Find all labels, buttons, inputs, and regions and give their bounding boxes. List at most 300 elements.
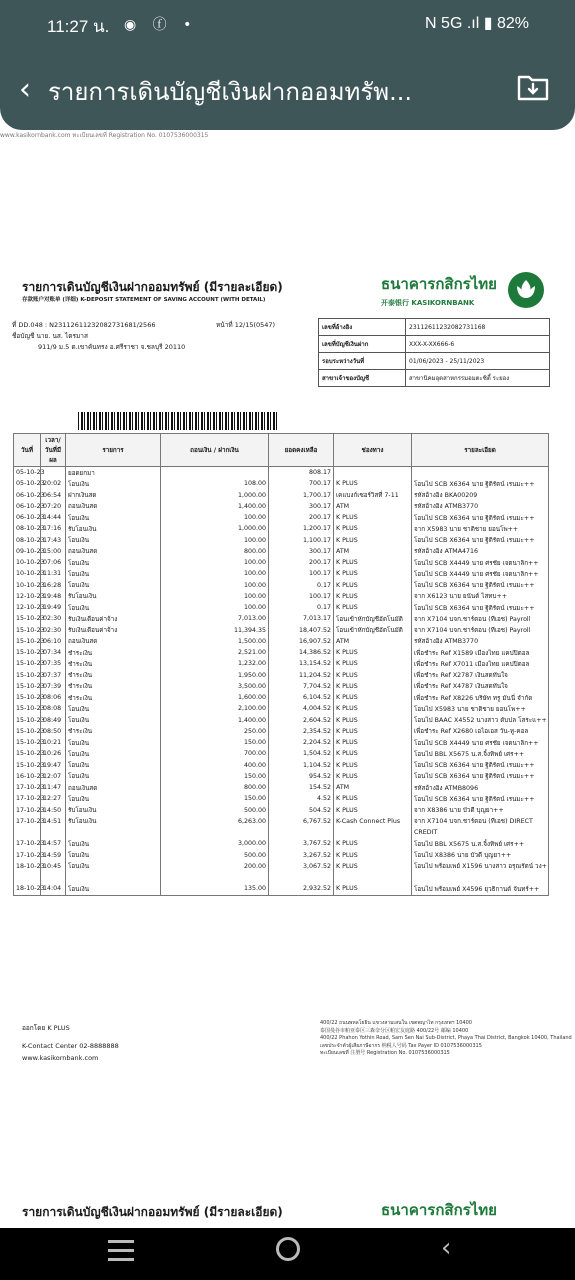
cell-date: 15-10-23 bbox=[14, 613, 41, 624]
cell-description bbox=[66, 872, 161, 883]
cell-amount: 1,400.00 bbox=[161, 501, 269, 512]
cell-channel: K PLUS bbox=[334, 793, 412, 804]
info-value: XXX-X-XX666-6 bbox=[406, 336, 550, 353]
cell-balance: 0.17 bbox=[269, 580, 334, 591]
cell-channel: K PLUS bbox=[334, 580, 412, 591]
cell-description: ถอนเงินสด bbox=[66, 636, 161, 647]
cell-time: 02:30 bbox=[41, 613, 66, 624]
cell-description: โอนเงิน bbox=[66, 771, 161, 782]
cell-details: โอนไป SCB X4449 นาย ศรชัย เจตนาลิก++ bbox=[412, 557, 549, 568]
info-label: เลขที่อ้างอิง bbox=[319, 319, 406, 336]
table-row bbox=[14, 793, 549, 804]
cell-channel bbox=[334, 827, 412, 838]
cell-amount: 100.00 bbox=[161, 602, 269, 613]
cell-channel bbox=[334, 467, 412, 479]
cell-amount: 700.00 bbox=[161, 748, 269, 759]
cell-details: รหัสอ้างอิง ATMA4716 bbox=[412, 546, 549, 557]
cell-balance: 3,767.52 bbox=[269, 838, 334, 849]
bank-brand bbox=[381, 272, 497, 308]
cell-time: 02:30 bbox=[41, 625, 66, 636]
cell-date: 05-10-23 bbox=[14, 478, 41, 489]
cell-details: โอนไป พร้อมเพย์ X1596 นางสาว อรุณรัตน์ วง+ bbox=[412, 861, 549, 872]
cell-details: โอนไป BBL X5675 น.ส.จิ้งทิพย์ เศร++ bbox=[412, 838, 549, 849]
cell-description: รับโอนเงิน bbox=[66, 805, 161, 816]
cell-time: 07:06 bbox=[41, 557, 66, 568]
table-row bbox=[14, 726, 549, 737]
cell-balance: 3,067.52 bbox=[269, 861, 334, 872]
cell-date: 06-10-23 bbox=[14, 501, 41, 512]
cell-description: โอนเงิน bbox=[66, 883, 161, 895]
cell-date: 05-10-23 bbox=[14, 467, 41, 479]
cell-description: โอนเงิน bbox=[66, 535, 161, 546]
cell-time bbox=[41, 827, 66, 838]
statement-title: รายการเดินบัญชีเงินฝากออมทรัพย์ (มีรายละเอียด) bbox=[22, 280, 283, 294]
cell-amount: 6,263.00 bbox=[161, 816, 269, 827]
cell-balance bbox=[269, 827, 334, 838]
cell-channel: K PLUS bbox=[334, 478, 412, 489]
back-icon[interactable]: ‹ bbox=[19, 72, 31, 107]
col-description-header: รายการ bbox=[66, 434, 161, 467]
cell-balance: 154.52 bbox=[269, 782, 334, 793]
cell-date: 10-10-23 bbox=[14, 580, 41, 591]
cell-description: รับโอนเงิน bbox=[66, 816, 161, 827]
cell-date: 17-10-23 bbox=[14, 816, 41, 827]
cell-description: โอนเงิน bbox=[66, 557, 161, 568]
cell-channel: K PLUS bbox=[334, 703, 412, 714]
recent-apps-icon[interactable] bbox=[108, 1240, 134, 1262]
cell-channel: เคแบงก์เซอร์วิสที่ 7-11 bbox=[334, 490, 412, 501]
cell-date: 15-10-23 bbox=[14, 658, 41, 669]
cell-details: โอนไป SCB X4449 นาย ศรชัย เจตนาลิก++ bbox=[412, 737, 549, 748]
status-indicators: N 5G .ıl ▮ 82% bbox=[425, 15, 529, 32]
col-amount-header: ถอนเงิน / ฝากเงิน bbox=[161, 434, 269, 467]
cell-details: จาก X7104 บจก.ชาร์ตอน (ทีเอช) DIRECT bbox=[412, 816, 549, 827]
cell-description: ถอนเงินสด bbox=[66, 782, 161, 793]
cell-date: 16-10-23 bbox=[14, 771, 41, 782]
cell-date bbox=[14, 872, 41, 883]
cell-channel: K PLUS bbox=[334, 681, 412, 692]
brand-thai-name: ธนาคารกสิกรไทย bbox=[381, 275, 497, 293]
cell-time: 20:02 bbox=[41, 478, 66, 489]
cell-date: 17-10-23 bbox=[14, 850, 41, 861]
cell-time: 11:31 bbox=[41, 568, 66, 579]
account-holder-info bbox=[12, 320, 185, 353]
cell-details: จาก X7104 บจก.ชาร์ตอน (ทีเอช) Payroll bbox=[412, 613, 549, 624]
cell-description: รับเงินเดือนค่าจ้าง bbox=[66, 625, 161, 636]
cell-balance: 2,604.52 bbox=[269, 715, 334, 726]
cell-time: 14:44 bbox=[41, 512, 66, 523]
cell-amount: 7,013.00 bbox=[161, 613, 269, 624]
cell-details bbox=[412, 872, 549, 883]
statement-subtitle: 存款账户对账单 (详细) K-DEPOSIT STATEMENT OF SAVING ACCOUNT (WITH DETAIL) bbox=[22, 297, 266, 303]
info-value: 01/06/2023 - 25/11/2023 bbox=[406, 353, 550, 370]
cell-details: โอนไป X8386 นาย บัวดี บุญยา++ bbox=[412, 850, 549, 861]
cell-date: 15-10-23 bbox=[14, 760, 41, 771]
cell-details: จาก X5983 นาย ชาติชาย ยอนโพ++ bbox=[412, 523, 549, 534]
cell-balance: 16,907.52 bbox=[269, 636, 334, 647]
table-row bbox=[14, 883, 549, 895]
cell-amount: 100.00 bbox=[161, 557, 269, 568]
info-row bbox=[319, 370, 550, 387]
info-value: สาขานิคมอุตสาหกรรมอมตะซิตี้ ระยอง bbox=[406, 370, 550, 387]
table-row bbox=[14, 580, 549, 591]
address-english: 400/22 Phahon Yothin Road, Sam Sen Nai Sub-District, Phaya Thai District, Bangkok 10400, Thailand bbox=[320, 1035, 572, 1041]
cell-balance: 7,704.52 bbox=[269, 681, 334, 692]
cell-time: 19:47 bbox=[41, 760, 66, 771]
cell-time: 14:59 bbox=[41, 850, 66, 861]
table-row bbox=[14, 681, 549, 692]
info-row bbox=[319, 319, 550, 336]
cell-amount: 400.00 bbox=[161, 760, 269, 771]
cell-amount: 1,232.00 bbox=[161, 658, 269, 669]
cell-details: เพื่อชำระ Ref X4787 เงินสดทันใจ bbox=[412, 681, 549, 692]
table-row bbox=[14, 838, 549, 849]
cell-time: 08:49 bbox=[41, 715, 66, 726]
next-page-title: รายการเดินบัญชีเงินฝากออมทรัพย์ (มีรายละเอียด) bbox=[22, 1205, 283, 1219]
cell-details: โอนไป SCB X6364 นาย ฐิติรัตน์ เรนมะ++ bbox=[412, 512, 549, 523]
info-row bbox=[319, 336, 550, 353]
cell-date bbox=[14, 827, 41, 838]
cell-description: โอนเงิน bbox=[66, 793, 161, 804]
cell-details: รหัสอ้างอิง ATMB3770 bbox=[412, 501, 549, 512]
next-page-brand: ธนาคารกสิกรไทย bbox=[381, 1201, 497, 1219]
cell-details: รหัสอ้างอิง ATMB8096 bbox=[412, 782, 549, 793]
cell-channel: ATM bbox=[334, 636, 412, 647]
cell-description: โอนเงิน bbox=[66, 850, 161, 861]
table-row bbox=[14, 501, 549, 512]
cell-date: 15-10-23 bbox=[14, 681, 41, 692]
cell-channel: K PLUS bbox=[334, 861, 412, 872]
cell-amount: 1,950.00 bbox=[161, 670, 269, 681]
cell-channel: K PLUS bbox=[334, 771, 412, 782]
cell-details: โอนไป พร้อมเพย์ X4596 ยุวธิกานต์ จันทร์++ bbox=[412, 883, 549, 895]
cell-amount: 150.00 bbox=[161, 793, 269, 804]
cell-date: 15-10-23 bbox=[14, 715, 41, 726]
cell-amount: 800.00 bbox=[161, 546, 269, 557]
cell-balance: 1,100.17 bbox=[269, 535, 334, 546]
cell-balance bbox=[269, 872, 334, 883]
cell-description: โอนเงิน bbox=[66, 737, 161, 748]
cell-description: โอนเงิน bbox=[66, 568, 161, 579]
cell-date: 18-10-23 bbox=[14, 883, 41, 895]
cell-description: ถอนเงินสด bbox=[66, 501, 161, 512]
cell-time: 10:26 bbox=[41, 748, 66, 759]
col-channel-header: ช่องทาง bbox=[334, 434, 412, 467]
cell-balance: 1,200.17 bbox=[269, 523, 334, 534]
cell-description: โอนเงิน bbox=[66, 861, 161, 872]
footer-address bbox=[320, 1020, 572, 1058]
cell-details: เพื่อชำระ Ref X2787 เงินสดทันใจ bbox=[412, 670, 549, 681]
cell-details: โอนไป SCB X4449 นาย ศรชัย เจตนาลิก++ bbox=[412, 568, 549, 579]
cell-channel: K PLUS bbox=[334, 670, 412, 681]
cell-amount: 1,400.00 bbox=[161, 715, 269, 726]
cell-balance: 7,013.17 bbox=[269, 613, 334, 624]
bank-website: www.kasikornbank.com bbox=[22, 1054, 99, 1062]
cell-description: ชำระเงิน bbox=[66, 647, 161, 658]
address-chinese: 泰国曼谷市帕亚泰区三森奈分区帕宏友庭路 400/22号 邮编 10400 bbox=[320, 1027, 469, 1034]
cell-description: ถอนเงินสด bbox=[66, 546, 161, 557]
cell-date: 17-10-23 bbox=[14, 805, 41, 816]
cell-details: เพื่อชำระ Ref X1589 เมืองไทย แคปปิตอล bbox=[412, 647, 549, 658]
cell-description: ชำระเงิน bbox=[66, 692, 161, 703]
cell-details: โอนไป SCB X6364 นาย ฐิติรัตน์ เรนมะ++ bbox=[412, 478, 549, 489]
table-row bbox=[14, 692, 549, 703]
table-row bbox=[14, 523, 549, 534]
cell-amount: 1,600.00 bbox=[161, 692, 269, 703]
cell-details: โอนไป SCB X6364 นาย ฐิติรัตน์ เรนมะ++ bbox=[412, 760, 549, 771]
cell-channel: K PLUS bbox=[334, 726, 412, 737]
cell-channel: K PLUS bbox=[334, 760, 412, 771]
cell-time: 15:00 bbox=[41, 546, 66, 557]
cell-channel: K PLUS bbox=[334, 748, 412, 759]
cell-amount bbox=[161, 467, 269, 479]
cell-details: จาก X8386 นาย บัวดี บุญยา++ bbox=[412, 805, 549, 816]
cell-amount: 150.00 bbox=[161, 771, 269, 782]
info-label: สาขาเจ้าของบัญชี bbox=[319, 370, 406, 387]
status-time: 11:27 น. bbox=[47, 17, 110, 36]
cell-balance: 1,104.52 bbox=[269, 760, 334, 771]
cell-date: 17-10-23 bbox=[14, 782, 41, 793]
cell-balance: 6,767.52 bbox=[269, 816, 334, 827]
cell-details: โอนไป SCB X6364 นาย ฐิติรัตน์ เรนมะ++ bbox=[412, 535, 549, 546]
cell-time: 07:37 bbox=[41, 670, 66, 681]
cell-date: 08-10-23 bbox=[14, 535, 41, 546]
cell-time bbox=[41, 872, 66, 883]
reference-line: ที่ DD.048 : N23112611232082731681/2566 bbox=[12, 321, 156, 329]
cell-description: รับโอนเงิน bbox=[66, 591, 161, 602]
cell-channel: K PLUS bbox=[334, 602, 412, 613]
cell-date: 15-10-23 bbox=[14, 726, 41, 737]
registration-no: ทะเบียนเลขที่ 注册号 Registration No. 0107536000315 bbox=[320, 1050, 450, 1056]
cell-details: จาก X6123 นาย ยนันต์ ไสทบ++ bbox=[412, 591, 549, 602]
cell-balance: 954.52 bbox=[269, 771, 334, 782]
cell-channel: K PLUS bbox=[334, 535, 412, 546]
cell-date: 12-10-23 bbox=[14, 591, 41, 602]
cell-amount: 135.00 bbox=[161, 883, 269, 895]
cell-channel: K PLUS bbox=[334, 591, 412, 602]
table-row bbox=[14, 816, 549, 827]
cell-balance: 100.17 bbox=[269, 591, 334, 602]
table-row bbox=[14, 861, 549, 872]
cell-channel: K PLUS bbox=[334, 838, 412, 849]
cell-channel: ATM bbox=[334, 501, 412, 512]
cell-description: โอนเงิน bbox=[66, 703, 161, 714]
cell-channel: K PLUS bbox=[334, 647, 412, 658]
cell-amount: 1,000.00 bbox=[161, 523, 269, 534]
page-number: หน้าที่ 12/15(0547) bbox=[216, 321, 276, 329]
cell-channel bbox=[334, 872, 412, 883]
cell-channel: โอนเข้าหักบัญชีอัตโนมัติ bbox=[334, 613, 412, 624]
cell-balance: 3,267.52 bbox=[269, 850, 334, 861]
table-row bbox=[14, 827, 549, 838]
table-row bbox=[14, 872, 549, 883]
cell-balance: 504.52 bbox=[269, 805, 334, 816]
cell-amount: 11,394.35 bbox=[161, 625, 269, 636]
cell-balance: 11,204.52 bbox=[269, 670, 334, 681]
col-time-header: เวลา/ วันที่มีผล bbox=[41, 434, 66, 467]
cell-balance: 2,354.52 bbox=[269, 726, 334, 737]
cell-time: 17:16 bbox=[41, 523, 66, 534]
table-row bbox=[14, 602, 549, 613]
cell-channel: K PLUS bbox=[334, 805, 412, 816]
footer-issuer bbox=[22, 1022, 119, 1064]
cell-amount: 100.00 bbox=[161, 535, 269, 546]
cell-channel: K-Cash Connect Plus bbox=[334, 816, 412, 827]
cell-date: 15-10-23 bbox=[14, 647, 41, 658]
table-row bbox=[14, 546, 549, 557]
table-row bbox=[14, 703, 549, 714]
cell-amount: 2,521.00 bbox=[161, 647, 269, 658]
table-row bbox=[14, 467, 549, 479]
cell-description: ฝากเงินสด bbox=[66, 490, 161, 501]
barcode bbox=[78, 412, 278, 430]
cell-channel: ATM bbox=[334, 546, 412, 557]
cell-amount: 500.00 bbox=[161, 805, 269, 816]
brand-english-name: 开泰银行 KASIKORNBANK bbox=[381, 299, 475, 307]
cell-date: 17-10-23 bbox=[14, 838, 41, 849]
cell-balance: 0.17 bbox=[269, 602, 334, 613]
table-row bbox=[14, 512, 549, 523]
cell-channel: K PLUS bbox=[334, 557, 412, 568]
cell-amount: 100.00 bbox=[161, 568, 269, 579]
table-row bbox=[14, 647, 549, 658]
cell-details: CREDIT bbox=[412, 827, 549, 838]
cell-amount: 100.00 bbox=[161, 580, 269, 591]
cell-time: 14:04 bbox=[41, 883, 66, 895]
cell-time: 14:57 bbox=[41, 838, 66, 849]
cell-balance: 1,504.52 bbox=[269, 748, 334, 759]
cell-time: 12:27 bbox=[41, 793, 66, 804]
cell-balance: 13,154.52 bbox=[269, 658, 334, 669]
table-row bbox=[14, 613, 549, 624]
cell-amount: 108.00 bbox=[161, 478, 269, 489]
table-row bbox=[14, 748, 549, 759]
cell-date: 09-10-23 bbox=[14, 546, 41, 557]
statement-document[interactable] bbox=[0, 130, 575, 1228]
address-thai: 400/22 ถนนพหลโยธิน แขวงสามเสนใน เขตพญาไท กรุงเทพฯ 10400 bbox=[320, 1020, 472, 1026]
cell-time: 10:21 bbox=[41, 737, 66, 748]
cell-description: โอนเงิน bbox=[66, 478, 161, 489]
cell-amount bbox=[161, 872, 269, 883]
cell-details: โอนไป SCB X6364 นาย ฐิติรัตน์ เรนมะ++ bbox=[412, 793, 549, 804]
cell-balance: 300.17 bbox=[269, 546, 334, 557]
cell-balance: 2,932.52 bbox=[269, 883, 334, 895]
cell-description: โอนเงิน bbox=[66, 602, 161, 613]
home-icon[interactable] bbox=[276, 1237, 300, 1261]
cell-time: 19:48 bbox=[41, 591, 66, 602]
cell-amount: 500.00 bbox=[161, 850, 269, 861]
table-row bbox=[14, 670, 549, 681]
table-row bbox=[14, 658, 549, 669]
cell-time: 14:50 bbox=[41, 805, 66, 816]
table-row bbox=[14, 850, 549, 861]
transaction-table bbox=[13, 433, 549, 896]
cell-channel: โอนเข้าหักบัญชีอัตโนมัติ bbox=[334, 625, 412, 636]
cell-amount bbox=[161, 827, 269, 838]
cell-description: โอนเงิน bbox=[66, 715, 161, 726]
cell-description: โอนเงิน bbox=[66, 838, 161, 849]
cell-amount: 3,500.00 bbox=[161, 681, 269, 692]
cell-channel: K PLUS bbox=[334, 715, 412, 726]
cell-time: 07:35 bbox=[41, 658, 66, 669]
contact-center: K-Contact Center 02-8888888 bbox=[22, 1042, 119, 1050]
cell-description: ชำระเงิน bbox=[66, 726, 161, 737]
table-row bbox=[14, 478, 549, 489]
cell-date: 18-10-23 bbox=[14, 861, 41, 872]
cell-time: 07:39 bbox=[41, 681, 66, 692]
cell-balance: 200.17 bbox=[269, 512, 334, 523]
cell-amount: 2,100.00 bbox=[161, 703, 269, 714]
info-label: เลขที่บัญชีเงินฝาก bbox=[319, 336, 406, 353]
cell-date: 06-10-23 bbox=[14, 490, 41, 501]
table-row bbox=[14, 737, 549, 748]
cell-date: 17-10-23 bbox=[14, 793, 41, 804]
cell-description: ชำระเงิน bbox=[66, 681, 161, 692]
cell-details: โอนไป BAAC X4552 นางสาว ดับปล โสระแ++ bbox=[412, 715, 549, 726]
cell-balance: 1,700.17 bbox=[269, 490, 334, 501]
cell-description: รับโอนเงิน bbox=[66, 523, 161, 534]
cell-description: ชำระเงิน bbox=[66, 658, 161, 669]
cell-details bbox=[412, 467, 549, 479]
cell-description: ยอดยกมา bbox=[66, 467, 161, 479]
cell-date: 06-10-23 bbox=[14, 512, 41, 523]
cell-time: 07:34 bbox=[41, 647, 66, 658]
cell-description: รับเงินเดือนค่าจ้าง bbox=[66, 613, 161, 624]
cell-balance: 18,407.52 bbox=[269, 625, 334, 636]
account-name: ชื่อบัญชี นาย. นส. ไตรมาส bbox=[12, 332, 88, 340]
cell-time: 08:50 bbox=[41, 726, 66, 737]
notification-icons: ◉ ⓕ • bbox=[124, 17, 198, 33]
cell-channel: K PLUS bbox=[334, 512, 412, 523]
cell-balance: 14,386.52 bbox=[269, 647, 334, 658]
cell-time: 06:10 bbox=[41, 636, 66, 647]
cell-time: 17:43 bbox=[41, 535, 66, 546]
table-row bbox=[14, 490, 549, 501]
cell-time: 08:06 bbox=[41, 692, 66, 703]
table-row bbox=[14, 625, 549, 636]
cell-date: 15-10-23 bbox=[14, 703, 41, 714]
cell-amount: 250.00 bbox=[161, 726, 269, 737]
cell-time: 08:08 bbox=[41, 703, 66, 714]
cell-details: เพื่อชำระ Ref X8226 บริษัท ทรู มันนี่ จำกัด bbox=[412, 692, 549, 703]
cell-balance: 4.52 bbox=[269, 793, 334, 804]
col-date-header: วันที่ bbox=[14, 434, 41, 467]
cell-date: 15-10-23 bbox=[14, 636, 41, 647]
cell-time: 19:49 bbox=[41, 602, 66, 613]
cell-date: 15-10-23 bbox=[14, 670, 41, 681]
cell-date: 10-10-23 bbox=[14, 568, 41, 579]
cell-details: โอนไป X5983 นาย ชาติชาย ยอนโพ++ bbox=[412, 703, 549, 714]
cell-description: โอนเงิน bbox=[66, 580, 161, 591]
info-row bbox=[319, 353, 550, 370]
cell-details: จาก X7104 บจก.ชาร์ตอน (ทีเอช) Payroll bbox=[412, 625, 549, 636]
table-row bbox=[14, 782, 549, 793]
document-title: รายการเดินบัญชีเงินฝากออมทรัพ... bbox=[48, 78, 412, 106]
nav-back-icon[interactable]: ‹ bbox=[441, 1233, 452, 1263]
cell-details: โอนไป SCB X6364 นาย ฐิติรัตน์ เรนมะ++ bbox=[412, 580, 549, 591]
cell-channel: K PLUS bbox=[334, 737, 412, 748]
table-row bbox=[14, 771, 549, 782]
download-folder-icon[interactable] bbox=[516, 72, 550, 102]
cell-amount: 150.00 bbox=[161, 737, 269, 748]
col-details-header: รายละเอียด bbox=[412, 434, 549, 467]
table-row bbox=[14, 535, 549, 546]
status-bar bbox=[0, 0, 575, 50]
cell-channel: K PLUS bbox=[334, 692, 412, 703]
cell-amount: 100.00 bbox=[161, 512, 269, 523]
page-top-strip: www.kasikornbank.com ทะเบียนเลขที่ Registration No. 0107536000315 bbox=[0, 132, 209, 139]
cell-details: เพื่อชำระ Ref X7011 เมืองไทย แคปปิตอล bbox=[412, 658, 549, 669]
